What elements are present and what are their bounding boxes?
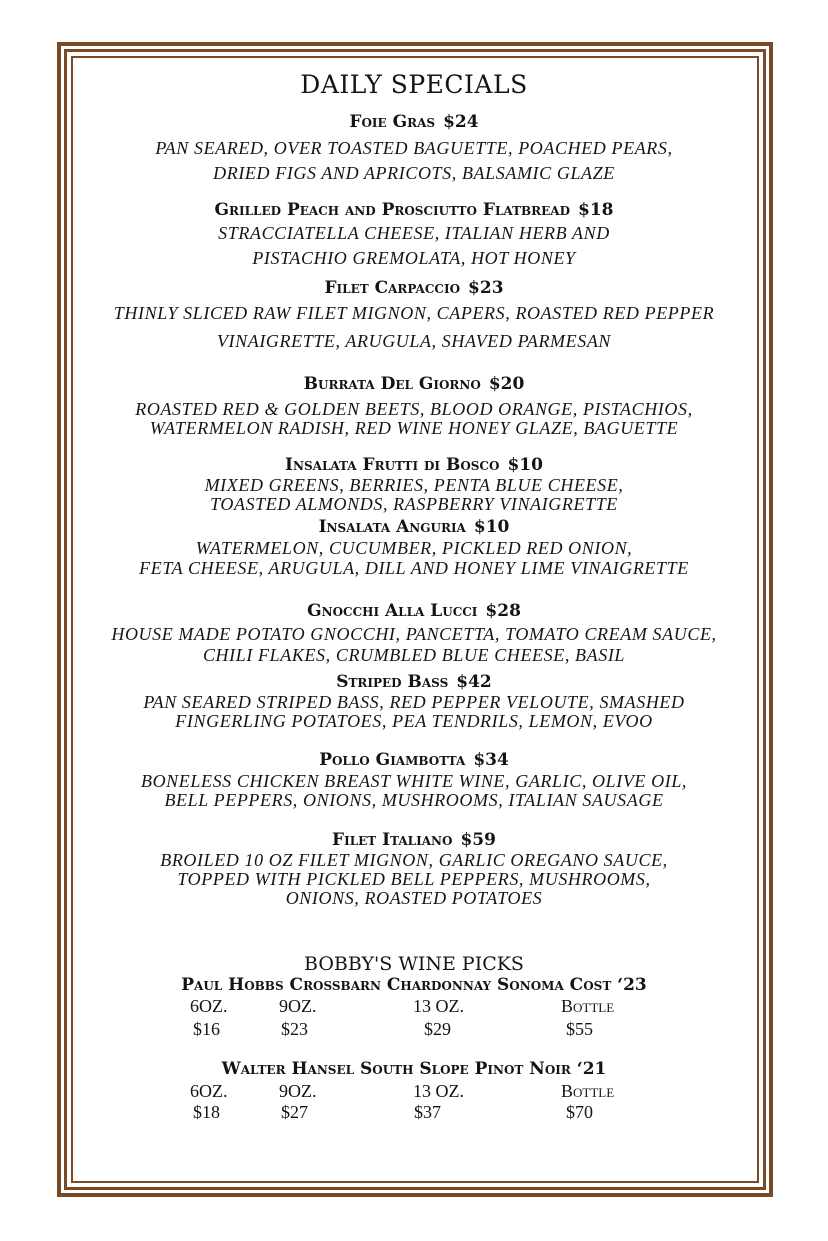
wine-name: Walter Hansel South Slope Pinot Noir ‘21 [221,1059,607,1079]
dish-title [80,455,748,475]
wine-price: $23 [281,1019,308,1039]
dish-description: PISTACHIO GREMOLATA, HOT HONEY [252,248,576,268]
dish-name: Filet Carpaccio [324,278,461,298]
dish-name: Filet Italiano [332,830,453,850]
dish-description: HOUSE MADE POTATO GNOCCHI, PANCETTA, TOMATO CREAM SAUCE, [111,624,717,644]
dish-price: $18 [577,200,614,220]
dish-price: $10 [473,517,510,537]
wine-size: 13 OZ. [413,1081,464,1101]
dish-description: BELL PEPPERS, ONIONS, MUSHROOMS, ITALIAN SAUSAGE [164,790,664,810]
wine-price: $55 [566,1019,593,1039]
page-title: DAILY SPECIALS [300,70,528,99]
dish-description: TOASTED ALMONDS, RASPBERRY VINAIGRETTE [210,494,618,514]
dish-price: $10 [507,455,543,475]
dish-description: WATERMELON, CUCUMBER, PICKLED RED ONION, [195,538,633,558]
dish-title [80,750,748,770]
wine-size: 6OZ. [190,996,228,1016]
wine-price: $27 [281,1102,308,1122]
dish-price: $20 [488,374,525,394]
dish-description: WATERMELON RADISH, RED WINE HONEY GLAZE, BAGUETTE [149,418,679,438]
dish-price: $59 [460,830,496,850]
dish-title [80,517,748,537]
dish-description: MIXED GREENS, BERRIES, PENTA BLUE CHEESE, [204,475,624,495]
dish-title [80,200,748,220]
wine-price: $29 [424,1019,451,1039]
dish-description: PAN SEARED STRIPED BASS, RED PEPPER VELOUTE, SMASHED [143,692,685,712]
wine-price: $70 [566,1102,593,1122]
dish-name: Insalata Anguria [318,517,466,537]
dish-price: $24 [443,112,479,132]
wine-size: 9OZ. [279,1081,317,1101]
dish-description: FINGERLING POTATOES, PEA TENDRILS, LEMON, EVOO [175,711,653,731]
dish-name: Insalata Frutti di Bosco [285,455,500,475]
dish-title [80,374,748,394]
dish-description: BROILED 10 OZ FILET MIGNON, GARLIC OREGANO SAUCE, [160,850,668,870]
dish-price: $28 [485,601,521,621]
dish-name: Striped Bass [336,672,449,692]
wine-name: Paul Hobbs Crossbarn Chardonnay Sonoma Cost ‘23 [181,975,647,995]
dish-title [80,112,748,132]
dish-name: Gnocchi Alla Lucci [307,601,478,621]
wine-picks-heading: BOBBY'S WINE PICKS [304,953,524,975]
wine-price: $18 [193,1102,220,1122]
dish-name: Burrata Del Giorno [303,374,481,394]
dish-price: $42 [456,672,492,692]
dish-price: $34 [473,750,509,770]
dish-description: FETA CHEESE, ARUGULA, DILL AND HONEY LIME VINAIGRETTE [139,558,689,578]
dish-description: CHILI FLAKES, CRUMBLED BLUE CHEESE, BASIL [202,645,626,665]
dish-description: THINLY SLICED RAW FILET MIGNON, CAPERS, ROASTED RED PEPPER [113,303,715,323]
dish-name: Foie Gras [349,112,436,132]
dish-description: ROASTED RED & GOLDEN BEETS, BLOOD ORANGE, PISTACHIOS, [135,399,693,419]
dish-description: BONELESS CHICKEN BREAST WHITE WINE, GARLIC, OLIVE OIL, [140,771,688,791]
dish-description: STRACCIATELLA CHEESE, ITALIAN HERB AND [218,223,610,243]
wine-price: $37 [414,1102,441,1122]
wine-size: Bottle [561,996,615,1016]
wine-price: $16 [193,1019,220,1039]
dish-title [80,278,748,298]
wine-size: Bottle [561,1081,615,1101]
dish-title [80,830,748,850]
dish-title [80,601,748,621]
wine-size: 9OZ. [279,996,317,1016]
dish-description: ONIONS, ROASTED POTATOES [285,888,543,908]
dish-title [80,672,748,692]
dish-price: $23 [468,278,504,298]
dish-description: PAN SEARED, OVER TOASTED BAGUETTE, POACHED PEARS, [155,138,673,158]
wine-size: 6OZ. [190,1081,228,1101]
dish-description: VINAIGRETTE, ARUGULA, SHAVED PARMESAN [216,331,612,351]
dish-name: Grilled Peach and Prosciutto Flatbread [214,200,570,220]
dish-description: DRIED FIGS AND APRICOTS, BALSAMIC GLAZE [213,163,615,183]
dish-description: TOPPED WITH PICKLED BELL PEPPERS, MUSHROOMS, [177,869,651,889]
dish-name: Pollo Giambotta [319,750,466,770]
wine-size: 13 OZ. [413,996,464,1016]
